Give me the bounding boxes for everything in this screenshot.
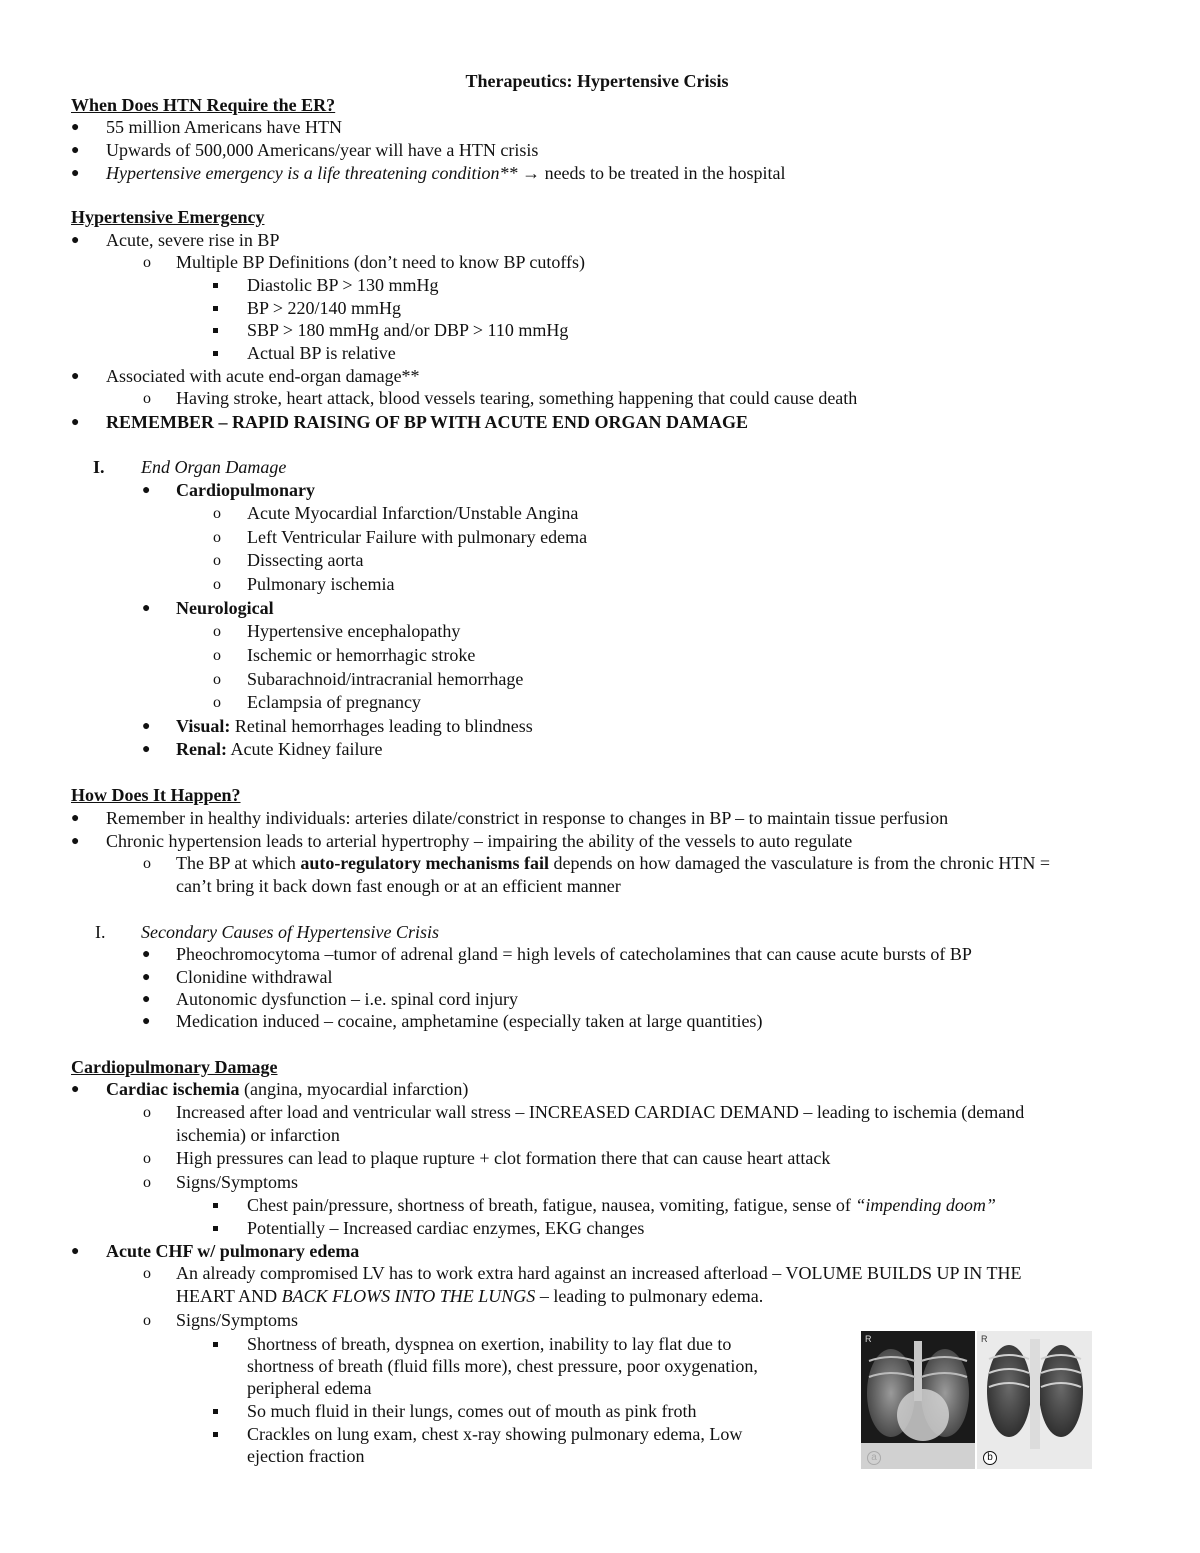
bullet-icon: ● [142,742,151,757]
list-item: Chronic hypertension leads to arterial hypertrophy – impairing the ability of the vessels to auto regulate [106,831,853,851]
list-item-continuation: peripheral edema [247,1378,372,1398]
list-item: Acute CHF w/ pulmonary edema [106,1241,360,1261]
list-item: Increased after load and ventricular wall stress – INCREASED CARDIAC DEMAND – leading to ischemia (demand [176,1102,1025,1122]
square-bullet-icon [213,1342,218,1347]
list-item: Potentially – Increased cardiac enzymes, EKG changes [247,1218,645,1238]
bullet-icon: ● [142,947,151,962]
list-item-continuation [176,1285,763,1308]
list-item [176,738,382,761]
circle-bullet-icon: o [213,694,221,711]
list-item: Pheochromocytoma –tumor of adrenal gland = high levels of catecholamines that can cause acute bursts of BP [176,944,972,964]
section-heading-cardiopulmonary-damage: Cardiopulmonary Damage [71,1057,278,1077]
list-item: Hypertensive encephalopathy [247,621,461,641]
square-bullet-icon [213,1432,218,1437]
section-heading-how-does-it-happen: How Does It Happen? [71,785,241,805]
bullet-icon: ● [142,601,151,616]
bullet-icon: ● [71,120,80,135]
bullet-icon: ● [142,970,151,985]
section-heading-htn-er: When Does HTN Require the ER? [71,95,336,115]
square-bullet-icon [213,1409,218,1414]
bullet-icon: ● [71,415,80,430]
image-marker-b: b [983,1451,997,1465]
circle-bullet-icon: o [213,505,221,522]
list-item: So much fluid in their lungs, comes out of mouth as pink froth [247,1401,697,1421]
list-item: Upwards of 500,000 Americans/year will have a HTN crisis [106,140,539,160]
bullet-icon: ● [71,834,80,849]
list-item: REMEMBER – RAPID RAISING OF BP WITH ACUTE END ORGAN DAMAGE [106,412,749,432]
list-item [176,715,533,738]
bold-text: auto-regulatory mechanisms fail [300,853,549,873]
circle-bullet-icon: o [143,1312,151,1329]
list-item: Diastolic BP > 130 mmHg [247,275,439,295]
list-item: Clonidine withdrawal [176,967,333,987]
page-title: Therapeutics: Hypertensive Crisis [465,71,729,91]
list-item: Ischemic or hemorrhagic stroke [247,645,476,665]
svg-text:R: R [865,1334,872,1344]
list-item: Crackles on lung exam, chest x-ray showing pulmonary edema, Low [247,1424,743,1444]
circle-bullet-icon: o [143,390,151,407]
list-item: Cardiopulmonary [176,480,316,500]
square-bullet-icon [213,1203,218,1208]
list-item: Associated with acute end-organ damage** [106,366,420,386]
chest-xray-image-b [977,1331,1092,1469]
bullet-icon: ● [71,811,80,826]
list-item: Multiple BP Definitions (don’t need to know BP cutoffs) [176,252,585,272]
list-item: Autonomic dysfunction – i.e. spinal cord injury [176,989,518,1009]
roman-numeral: I. [93,457,105,477]
list-item: 55 million Americans have HTN [106,117,342,137]
list-item: Medication induced – cocaine, amphetamine (especially taken at large quantities) [176,1011,763,1031]
chest-xray-image-a [861,1331,975,1469]
svg-text:R: R [981,1334,988,1344]
list-item: Signs/Symptoms [176,1310,299,1330]
list-item-text: Acute Kidney failure [230,739,383,759]
list-item-continuation: ischemia) or infarction [176,1125,340,1145]
chest-xray-a-graphic [861,1331,975,1469]
circle-bullet-icon: o [213,647,221,664]
label-cardiac-ischemia: Cardiac ischemia [106,1079,240,1099]
circle-bullet-icon: o [213,552,221,569]
list-item [176,852,1050,875]
subsection-title-end-organ-damage: End Organ Damage [141,457,287,477]
square-bullet-icon [213,283,218,288]
bullet-icon: ● [71,1082,80,1097]
circle-bullet-icon: o [143,254,151,271]
circle-bullet-icon: o [143,1104,151,1121]
circle-bullet-icon: o [143,1174,151,1191]
list-item: Acute Myocardial Infarction/Unstable Angina [247,503,579,523]
list-item-continuation: can’t bring it back down fast enough or at an efficient manner [176,876,621,896]
italic-text: BACK FLOWS INTO THE LUNGS [281,1286,536,1306]
list-item: Remember in healthy individuals: arteries dilate/constrict in response to changes in BP – to maintain tissue perfusion [106,808,949,828]
bullet-icon: ● [71,143,80,158]
list-item: Subarachnoid/intracranial hemorrhage [247,669,524,689]
list-item: Having stroke, heart attack, blood vessels tearing, something happening that could cause death [176,388,858,408]
circle-bullet-icon: o [143,1150,151,1167]
bullet-icon: ● [142,1014,151,1029]
list-item: Neurological [176,598,274,618]
list-item: Acute, severe rise in BP [106,230,280,250]
square-bullet-icon [213,328,218,333]
list-item-text: – leading to pulmonary edema. [539,1286,764,1306]
list-item-text: The BP at which [176,853,296,873]
list-item-text: needs to be treated in the hospital [544,163,786,183]
italic-text: Hypertensive emergency is a life threatening condition** [106,163,518,183]
bullet-icon: ● [142,719,151,734]
circle-bullet-icon: o [213,623,221,640]
circle-bullet-icon: o [143,855,151,872]
list-item-continuation: shortness of breath (fluid fills more), chest pressure, poor oxygenation, [247,1356,758,1376]
list-item: BP > 220/140 mmHg [247,298,402,318]
list-item: High pressures can lead to plaque rupture + clot formation there that can cause heart attack [176,1148,831,1168]
label-visual: Visual: [176,716,231,736]
list-item: Eclampsia of pregnancy [247,692,421,712]
bullet-icon: ● [71,369,80,384]
list-item-text: (angina, myocardial infarction) [243,1079,469,1099]
bullet-icon: ● [71,1244,80,1259]
bullet-icon: ● [142,992,151,1007]
list-item [106,162,786,185]
list-item: Dissecting aorta [247,550,364,570]
subsection-title-secondary-causes: Secondary Causes of Hypertensive Crisis [141,922,439,942]
list-item: Signs/Symptoms [176,1172,299,1192]
bullet-icon: ● [71,166,80,181]
list-item-continuation: ejection fraction [247,1446,365,1466]
circle-bullet-icon: o [213,529,221,546]
list-item: An already compromised LV has to work extra hard against an increased afterload – VOLUME BUILDS UP IN THE [176,1263,1022,1283]
italic-text: “impending doom” [855,1195,996,1215]
square-bullet-icon [213,306,218,311]
image-marker-a: a [867,1451,881,1465]
list-item: Shortness of breath, dyspnea on exertion, inability to lay flat due to [247,1334,732,1354]
list-item: SBP > 180 mmHg and/or DBP > 110 mmHg [247,320,569,340]
chest-xray-b-graphic [977,1331,1092,1469]
list-item-text: HEART AND [176,1286,278,1306]
list-item [247,1194,996,1217]
circle-bullet-icon: o [143,1265,151,1282]
list-item-text: Chest pain/pressure, shortness of breath, fatigue, nausea, vomiting, fatigue, sense of [247,1195,851,1215]
square-bullet-icon [213,1226,218,1231]
list-item [106,1078,468,1101]
circle-bullet-icon: o [213,576,221,593]
list-item: Left Ventricular Failure with pulmonary edema [247,527,588,547]
list-item-text: Retinal hemorrhages leading to blindness [234,716,533,736]
list-item: Pulmonary ischemia [247,574,395,594]
list-item-text: depends on how damaged the vasculature is from the chronic HTN = [553,853,1050,873]
section-heading-hypertensive-emergency: Hypertensive Emergency [71,207,265,227]
label-renal: Renal: [176,739,227,759]
circle-bullet-icon: o [213,671,221,688]
roman-numeral: I. [95,922,106,942]
right-arrow-icon: → [522,163,541,183]
bullet-icon: ● [142,483,151,498]
list-item: Actual BP is relative [247,343,396,363]
bullet-icon: ● [71,233,80,248]
square-bullet-icon [213,351,218,356]
